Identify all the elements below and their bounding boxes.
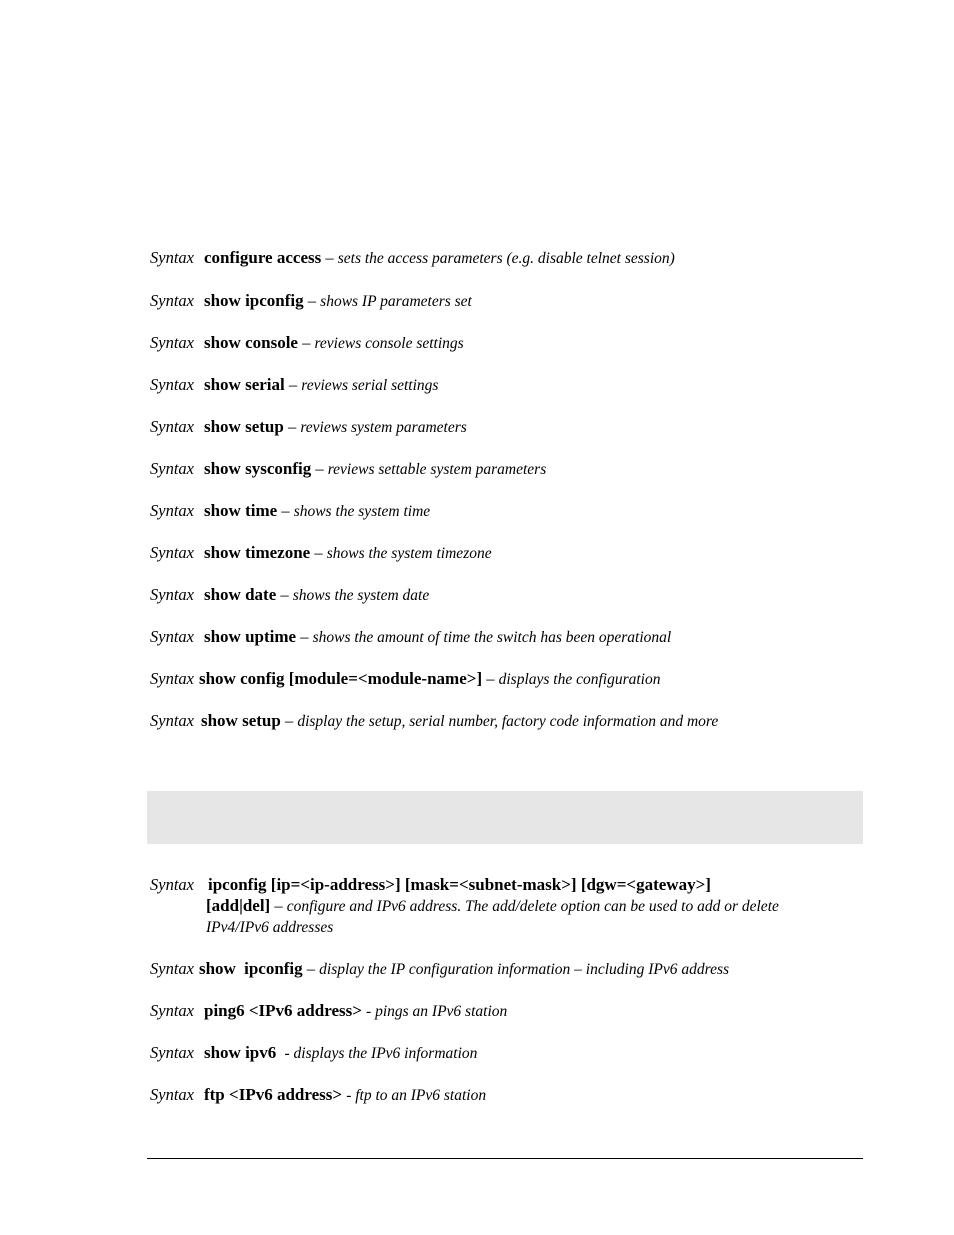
separator: – xyxy=(315,459,324,478)
syntax-label: Syntax xyxy=(150,711,194,730)
command-name: show timezone xyxy=(203,543,311,562)
command-description: - displays the IPv6 information xyxy=(284,1045,478,1062)
syntax-label: Syntax xyxy=(150,291,194,310)
command-name: show date xyxy=(203,585,277,604)
command-description: shows the amount of time the switch has been operational xyxy=(312,629,672,646)
separator: – xyxy=(307,291,317,310)
command-description: display the IP configuration information – including IPv6 address xyxy=(319,961,730,978)
command-line-show-uptime xyxy=(150,626,860,648)
syntax-label: Syntax xyxy=(150,248,194,267)
command-description: reviews console settings xyxy=(314,335,464,352)
syntax-label: Syntax xyxy=(150,1043,194,1062)
command-name: show time xyxy=(203,501,278,520)
command-line-ipconfig-continuation xyxy=(206,895,856,917)
command-description: - pings an IPv6 station xyxy=(366,1003,508,1020)
command-description: IPv4/IPv6 addresses xyxy=(206,919,334,936)
command-line-show-ipv6 xyxy=(150,1042,860,1064)
command-line-show-setup xyxy=(150,416,860,438)
command-description: shows the system date xyxy=(292,587,430,604)
section-heading-band xyxy=(147,791,863,844)
command-description: display the setup, serial number, factory code information and more xyxy=(297,713,719,730)
command-name: show console xyxy=(203,333,298,352)
command-description: reviews system parameters xyxy=(300,419,467,436)
command-name: show xyxy=(198,959,236,978)
syntax-label: Syntax xyxy=(150,669,194,688)
footer-divider xyxy=(147,1158,863,1159)
command-description: displays the configuration xyxy=(498,671,661,688)
separator: – xyxy=(302,333,311,352)
separator: – xyxy=(306,959,316,978)
separator: – xyxy=(281,501,290,520)
command-line-show-time xyxy=(150,500,860,522)
command-line-show-config xyxy=(150,668,860,690)
separator: – xyxy=(300,627,309,646)
command-description: sets the access parameters (e.g. disable telnet session) xyxy=(337,250,675,267)
separator: – xyxy=(314,543,323,562)
command-line-ipconfig-ipv6 xyxy=(150,874,860,895)
command-name: show setup xyxy=(203,417,284,436)
command-description: configure and IPv6 address. The add/delete option can be used to add or delete xyxy=(286,898,779,915)
command-name: ipconfig xyxy=(244,959,303,978)
command-description: shows the system timezone xyxy=(326,545,492,562)
command-line-ping6 xyxy=(150,1000,860,1022)
command-name: ftp <IPv6 address> xyxy=(203,1085,343,1104)
command-line-show-setup-detail xyxy=(150,710,860,732)
syntax-label: Syntax xyxy=(150,333,194,352)
syntax-label: Syntax xyxy=(150,627,194,646)
command-name: ipconfig [ip=<ip-address>] [mask=<subnet-mask>] [dgw=<gateway>] xyxy=(207,875,711,894)
syntax-label: Syntax xyxy=(150,375,194,394)
command-name: ping6 <IPv6 address> xyxy=(203,1001,362,1020)
command-description: shows the system time xyxy=(293,503,431,520)
syntax-label: Syntax xyxy=(150,959,194,978)
syntax-label: Syntax xyxy=(150,501,194,520)
command-name: [add|del] xyxy=(206,896,271,915)
syntax-label: Syntax xyxy=(150,1085,194,1104)
command-name: show ipconfig xyxy=(203,291,304,310)
command-description: reviews settable system parameters xyxy=(327,461,547,478)
command-name: show uptime xyxy=(203,627,297,646)
command-line-show-date xyxy=(150,584,860,606)
command-description: - ftp to an IPv6 station xyxy=(346,1087,487,1104)
syntax-label: Syntax xyxy=(150,417,194,436)
command-name: show ipv6 xyxy=(203,1043,277,1062)
separator: – xyxy=(284,711,294,730)
syntax-label: Syntax xyxy=(150,543,194,562)
command-name: show serial xyxy=(203,375,285,394)
syntax-label: Syntax xyxy=(150,875,194,894)
separator: – xyxy=(288,375,298,394)
separator: – xyxy=(287,417,297,436)
command-description: shows IP parameters set xyxy=(320,293,472,310)
command-name: show config [module=<module-name>] xyxy=(198,669,483,688)
syntax-label: Syntax xyxy=(150,585,194,604)
separator: – xyxy=(486,669,495,688)
command-line-show-serial xyxy=(150,374,860,396)
syntax-label: Syntax xyxy=(150,1001,194,1020)
command-line-configure-access xyxy=(150,247,860,269)
command-name: show sysconfig xyxy=(203,459,312,478)
command-description: reviews serial settings xyxy=(301,377,439,394)
separator: – xyxy=(325,248,334,267)
command-line-show-sysconfig xyxy=(150,458,860,480)
syntax-label: Syntax xyxy=(150,459,194,478)
command-line-show-ipconfig xyxy=(150,290,860,312)
command-line-show-timezone xyxy=(150,542,860,564)
command-line-ftp xyxy=(150,1084,860,1106)
separator: – xyxy=(280,585,289,604)
separator: – xyxy=(274,896,283,915)
command-name: configure access xyxy=(203,248,322,267)
command-name: show setup xyxy=(200,711,281,730)
command-line-show-console xyxy=(150,332,860,354)
command-line-show-ipconfig-ipv6 xyxy=(150,958,860,980)
command-line-ipconfig-continuation-2 xyxy=(206,916,856,938)
